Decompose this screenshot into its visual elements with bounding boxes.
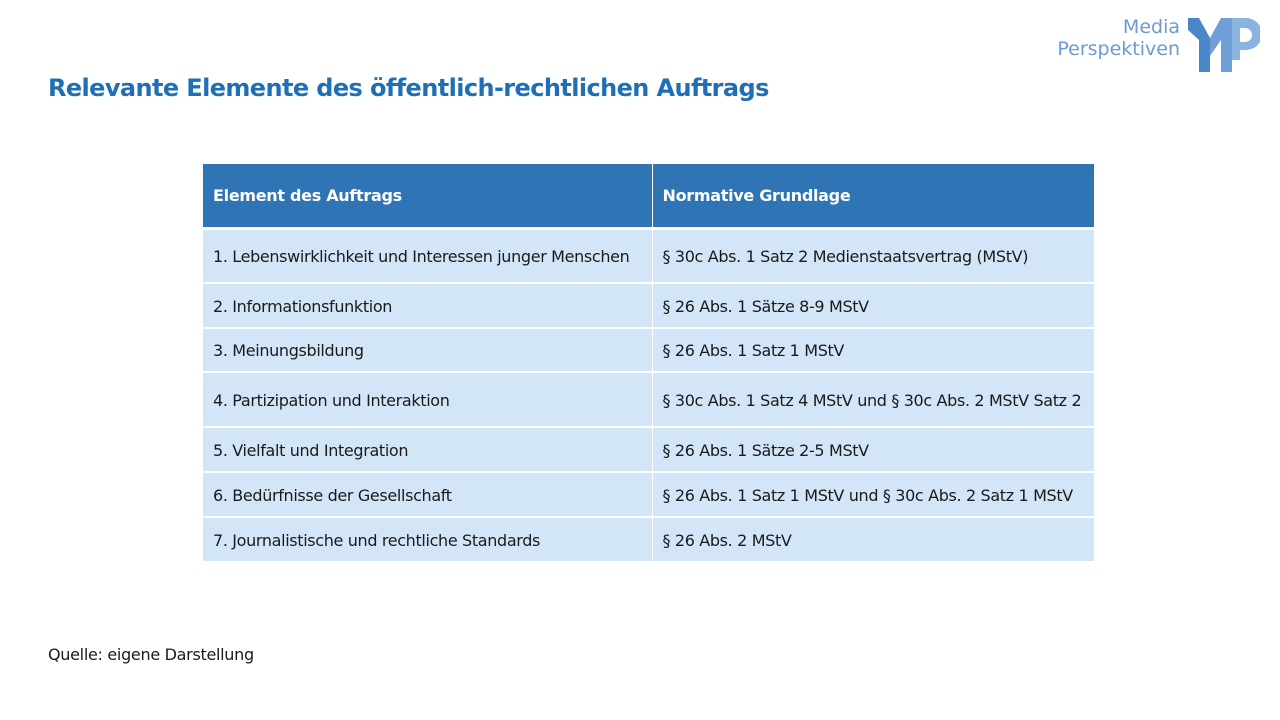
basis-cell: § 26 Abs. 1 Satz 1 MStV xyxy=(652,328,1094,372)
mandate-elements-table xyxy=(203,164,1095,563)
table-row xyxy=(203,372,1094,427)
table-row xyxy=(203,427,1094,472)
page-title: Relevante Elemente des öffentlich-rechtlichen Auftrags xyxy=(48,74,769,102)
basis-cell: § 30c Abs. 1 Satz 4 MStV und § 30c Abs. 2 MStV Satz 2 xyxy=(652,372,1094,427)
column-header-basis: Normative Grundlage xyxy=(652,164,1094,228)
media-perspektiven-logo xyxy=(1050,14,1264,76)
basis-cell: § 26 Abs. 1 Satz 1 MStV und § 30c Abs. 2 Satz 1 MStV xyxy=(652,472,1094,517)
element-cell: 1. Lebenswirklichkeit und Interessen junger Menschen xyxy=(203,228,652,283)
basis-cell: § 26 Abs. 2 MStV xyxy=(652,517,1094,562)
table-header-row xyxy=(203,164,1094,228)
table-row xyxy=(203,517,1094,562)
source-note: Quelle: eigene Darstellung xyxy=(48,645,254,664)
mp-logo-mark-icon xyxy=(1188,16,1260,74)
column-header-element: Element des Auftrags xyxy=(203,164,652,228)
element-cell: 6. Bedürfnisse der Gesellschaft xyxy=(203,472,652,517)
table-row xyxy=(203,328,1094,372)
logo-text-media: Media xyxy=(1122,16,1180,38)
element-cell: 2. Informationsfunktion xyxy=(203,283,652,328)
basis-cell: § 30c Abs. 1 Satz 2 Medienstaatsvertrag (MStV) xyxy=(652,228,1094,283)
table-row xyxy=(203,228,1094,283)
element-cell: 7. Journalistische und rechtliche Standards xyxy=(203,517,652,562)
basis-cell: § 26 Abs. 1 Sätze 8-9 MStV xyxy=(652,283,1094,328)
table-row xyxy=(203,472,1094,517)
element-cell: 4. Partizipation und Interaktion xyxy=(203,372,652,427)
table-row xyxy=(203,283,1094,328)
element-cell: 3. Meinungsbildung xyxy=(203,328,652,372)
basis-cell: § 26 Abs. 1 Sätze 2-5 MStV xyxy=(652,427,1094,472)
element-cell: 5. Vielfalt und Integration xyxy=(203,427,652,472)
logo-text-perspektiven: Perspektiven xyxy=(1057,38,1180,60)
